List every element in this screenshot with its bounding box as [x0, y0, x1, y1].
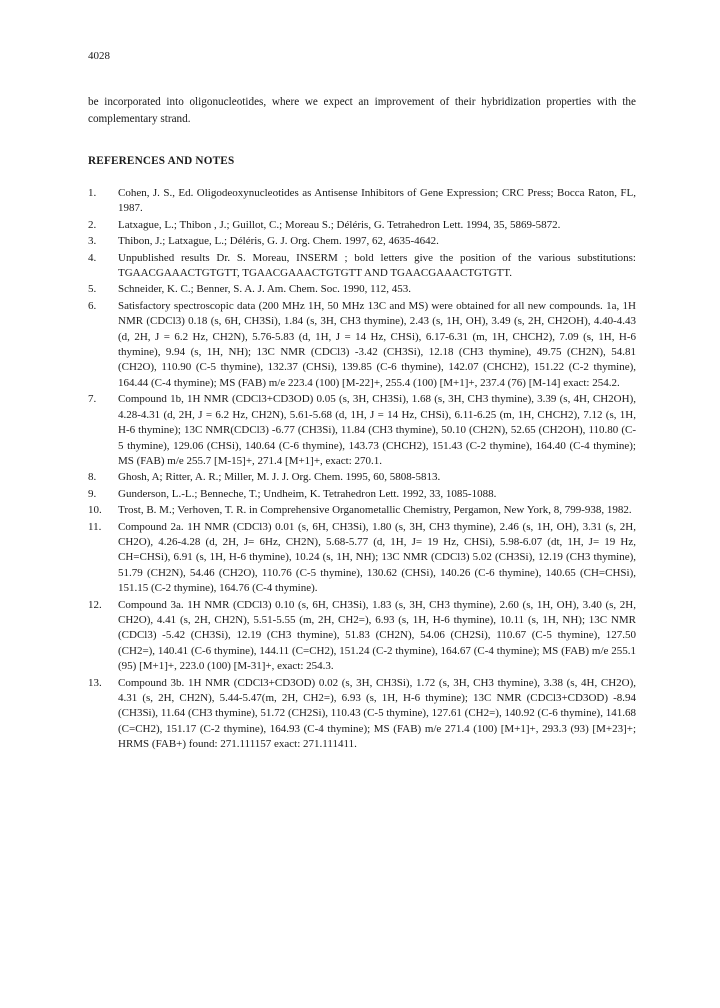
reference-text: Ghosh, A; Ritter, A. R.; Miller, M. J. J. Org. Chem. 1995, 60, 5808-5813.: [118, 471, 441, 484]
reference-item: [88, 186, 636, 217]
reference-text: Compound 2a. 1H NMR (CDCl3) 0.01 (s, 6H, CH3Si), 1.80 (s, 3H, CH3 thymine), 2.46 (s, 1H, OH), 3.31 (s, 2H, CH2O), 4.26-4.28 (d, 2H, J= 6Hz, CH2N), 5.68-5.77 (d, 1H, J= 19 Hz, CHSi), 5.98-6.07 (dt, 1H, J= 19 Hz, CH=CHSi), 6.91 (s, 1H, H-6 thymine), 10.24 (s, 1H, NH); 13C NMR (CDCl3) 5.02 (CH3Si), 12.19 (CH3 thymine), 51.79 (CH2N), 54.46 (CH2O), 110.76 (C-5 thymine), 130.62 (CHSi), 140.26 (C-6 thymine), 140.65 (CH=CHSi), 151.15 (C-2 thymine), 164.76 (C-4 thymine).: [118, 520, 636, 595]
reference-number: 10.: [88, 504, 102, 517]
reference-item: [88, 503, 636, 518]
page-number: 4028: [88, 50, 110, 62]
reference-number: 11.: [88, 520, 102, 533]
reference-item: [88, 282, 636, 297]
reference-number: 4.: [88, 251, 97, 264]
reference-number: 5.: [88, 283, 97, 296]
reference-text: Satisfactory spectroscopic data (200 MHz 1H, 50 MHz 13C and MS) were obtained for all new compounds. 1a, 1H NMR (CDCl3) 0.18 (s, 6H, CH3Si), 1.84 (s, 3H, CH3 thymine), 2.43 (s, 1H, OH), 3.49 (s, 2H, CH2OH), 4.40-4.43 (d, 2H, J = 6.2 Hz, CH2N), 5.76-5.83 (d, 1H, J = 14 Hz, CHSi), 6.17-6.31 (m, 1H, CHCH2), 7.09 (s, 1H, H-6 thymine), 9.94 (s, 1H, NH); 13C NMR (CDCl3) -3.42 (CH3Si), 12.18 (CH3 thymine), 49.75 (CH2N), 54.81 (CH2O), 110.90 (C-5 thymine), 132.37 (CHSi), 139.85 (C-6 thymine), 142.07 (CHCH2), 151.22 (C-2 thymine), 164.44 (C-4 thymine); MS (FAB) m/e 223.4 (100) [M-22]+, 255.4 (100) [M+1]+, 237.4 (76) [M-14] exact: 254.2.: [118, 299, 636, 389]
reference-number: 12.: [88, 598, 102, 611]
reference-number: 9.: [88, 487, 97, 500]
reference-item: [88, 598, 636, 675]
references-heading: REFERENCES AND NOTES: [88, 155, 235, 167]
reference-item: [88, 299, 636, 391]
reference-number: 1.: [88, 187, 97, 199]
reference-text: Trost, B. M.; Verhoven, T. R. in Comprehensive Organometallic Chemistry, Pergamon, New York, 8, 799-938, 1982.: [118, 504, 632, 517]
reference-text: Cohen, J. S., Ed. Oligodeoxynucleotides as Antisense Inhibitors of Gene Expression; CRC Press; Bocca Raton, FL, 1987.: [118, 187, 636, 215]
reference-item: [88, 520, 636, 597]
reference-number: 13.: [88, 676, 102, 689]
reference-number: 6.: [88, 299, 97, 312]
reference-item: [88, 392, 636, 469]
reference-number: 8.: [88, 471, 97, 484]
reference-item: [88, 676, 636, 753]
reference-item: [88, 251, 636, 282]
references-list: [88, 186, 636, 754]
reference-text: Schneider, K. C.; Benner, S. A. J. Am. Chem. Soc. 1990, 112, 453.: [118, 283, 411, 296]
reference-number: 7.: [88, 393, 97, 406]
reference-text: Thibon, J.; Latxague, L.; Déléris, G. J. Org. Chem. 1997, 62, 4635-4642.: [118, 235, 439, 248]
reference-text: Gunderson, L.-L.; Benneche, T.; Undheim, K. Tetrahedron Lett. 1992, 33, 1085-1088.: [118, 487, 497, 500]
reference-text: Compound 1b, 1H NMR (CDCl3+CD3OD) 0.05 (s, 3H, CH3Si), 1.68 (s, 3H, CH3 thymine), 3.39 (s, 4H, CH2OH), 4.28-4.31 (d, 2H, J = 6.2 Hz, CH2N), 5.61-5.68 (d, 1H, J = 14 Hz, CHSi), 6.11-6.25 (m, 1H, CHCH2), 7.12 (s, 1H, H-6 thymine); 13C NMR(CDCl3) -6.77 (CH3Si), 11.84 (CH3 thymine), 50.10 (CH2N), 52.65 (CH2OH), 110.80 (C-5 thymine), 129.06 (CHSi), 140.64 (C-6 thymine), 143.73 (CHCH2), 151.43 (C-2 thymine), 164.40 (C-4 thymine); MS (FAB) m/e 255.7 [M-15]+, 271.4 [M+1]+, exact: 270.1.: [118, 393, 636, 467]
reference-text: Unpublished results Dr. S. Moreau, INSERM ; bold letters give the position of the various substitutions: TGAACGAAACTGTGTT, TGAACGAAACTGTGTT AND TGAACGAAACTGTGTT.: [118, 251, 636, 280]
reference-item: [88, 487, 636, 502]
reference-item: [88, 218, 636, 233]
intro-paragraph: be incorporated into oligonucleotides, where we expect an improvement of their hybridization properties with the complementary strand.: [88, 96, 636, 125]
reference-text: Latxague, L.; Thibon , J.; Guillot, C.; Moreau S.; Déléris, G. Tetrahedron Lett. 1994, 35, 5869-5872.: [118, 218, 561, 231]
reference-number: 3.: [88, 235, 97, 248]
reference-number: 2.: [88, 218, 97, 231]
reference-item: [88, 470, 636, 485]
reference-text: Compound 3b. 1H NMR (CDCl3+CD3OD) 0.02 (s, 3H, CH3Si), 1.72 (s, 3H, CH3 thymine), 3.38 (s, 4H, CH2O), 4.31 (s, 2H, CH2N), 5.44-5.47(m, 2H, CH2=), 6.93 (s, 1H, H-6 thymine); 13C NMR (CDCl3+CD3OD) -8.94 (CH3Si), 11.64 (CH3 thymine), 51.72 (CH2Si), 110.43 (C-5 thymine), 127.61 (CH2=), 140.92 (C-6 thymine), 141.68 (C=CH2), 151.17 (C-2 thymine), 164.93 (C-4 thymine); MS (FAB) m/e 271.4 (100) [M+1]+, 293.3 (93) [M+23]+; HRMS (FAB+) found: 271.111157 exact: 271.111411.: [118, 676, 636, 751]
reference-item: [88, 234, 636, 249]
reference-text: Compound 3a. 1H NMR (CDCl3) 0.10 (s, 6H, CH3Si), 1.83 (s, 3H, CH3 thymine), 2.60 (s, 1H, OH), 3.40 (s, 2H, CH2O), 4.41 (s, 2H, CH2N), 5.51-5.55 (m, 2H, CH2=), 6.93 (s, 1H, H-6 thymine), 10.11 (s, 1H, NH); 13C NMR (CDCl3) -5.42 (CH3Si), 12.19 (CH3 thymine), 51.83 (CH2N), 54.06 (CH2Si), 110.67 (C-5 thymine), 127.50 (CH2=), 140.41 (C-6 thymine), 144.11 (C=CH2), 151.24 (C-2 thymine), 164.67 (C-4 thymine); MS (FAB) m/e 255.1 (95) [M+1]+, 223.0 (100) [M-31]+, exact: 254.3.: [118, 598, 636, 673]
